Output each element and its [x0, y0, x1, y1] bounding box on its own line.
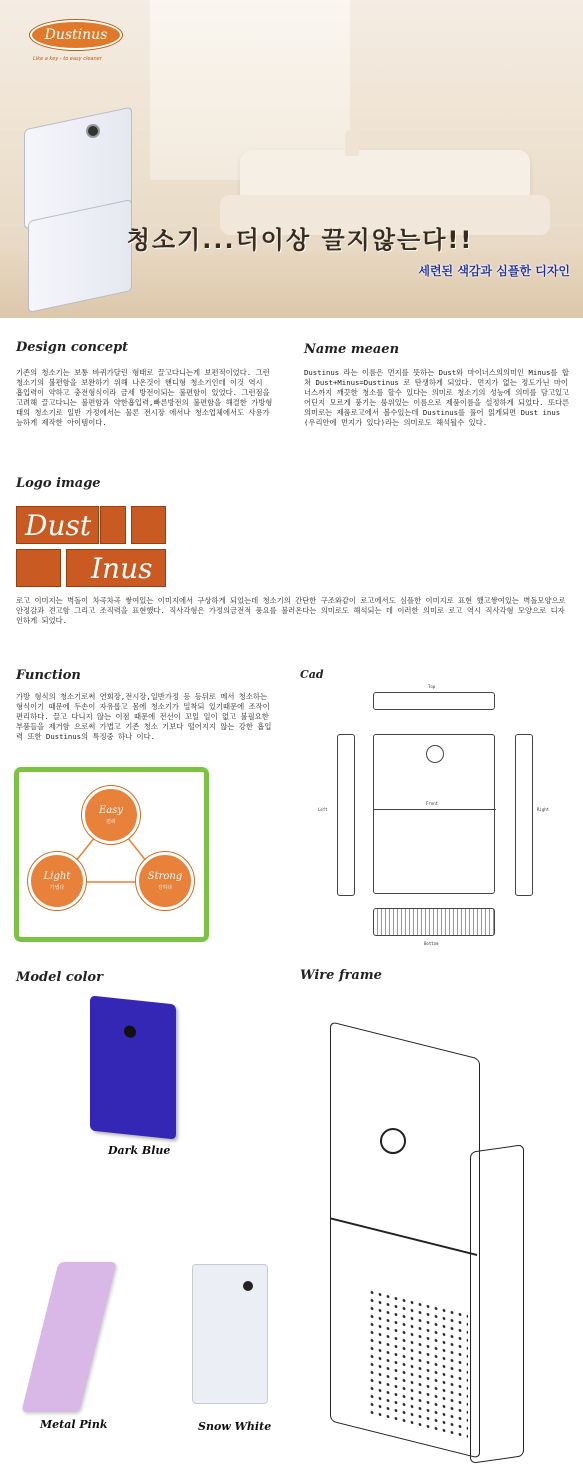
model-dark-blue — [90, 995, 176, 1139]
cad-top-label: Top — [428, 684, 436, 689]
model-dark-blue-label: Dark Blue — [108, 1144, 171, 1157]
model-snow-white — [192, 1264, 268, 1404]
model-color-heading: Model color — [16, 970, 103, 985]
cad-knob — [426, 745, 444, 763]
name-mean-heading: Name meaen — [304, 342, 400, 357]
wireframe-side — [470, 1144, 524, 1464]
subline: 세련된 색감과 심플한 디자인 — [418, 264, 570, 278]
logo-word-inus: Inus — [91, 552, 153, 585]
circle-strong-label: Strong — [147, 871, 183, 882]
brick-4 — [16, 549, 61, 587]
brick-1 — [16, 506, 99, 544]
cad-divider — [374, 809, 496, 810]
circle-light-label: Light — [43, 871, 71, 882]
model-metal-pink — [21, 1262, 116, 1412]
name-mean-text: Dustinus 라는 이름은 먼지를 뜻하는 Dust와 마이너스의의미인 Minus를 합쳐 Dust+Minus=Dustinus 로 탄생하게 되었다. 먼지가 없는 정도가닌 마이너스까지 깨끗한 청소를 할수 있다는 의미로 청소기의 성능에 의미를 담고있고 어딘지 모르게 풍기는 룸위있는 이름으로 제품이름을 설정하게 되었다. 또다른 의미로는 제품로고에서 볼수있는데 Dustinus를 풀어 읽게되면 Dust inus (우리안에 먼지가 있다)라는 의미로도 해석될수 있다. — [304, 368, 570, 427]
brick-2 — [100, 506, 126, 544]
design-concept-heading: Design concept — [16, 340, 129, 355]
circle-light — [28, 852, 86, 910]
cad-left-view — [337, 734, 355, 896]
design-concept-text: 기존의 청소기는 보통 바퀴가달린 형태로 끌고다니는게 보편적이었다. 그런 청소기의 불편함을 보완하기 위해 나온것이 핸디형 청소기인데 이것 역시 흡입력이 약하고 충전형식이라 금세 방전이되는 불편함이 있었다. 그런점을 고려해 끌고다니는 불편함과 약한흡입력,빠른방전의 불편함을 해결한 가방형태의 청소기로 일반 가정에서는 물론 전시장 에서나 청소업체에서도 사용가능하게 제작한 아이템이다. — [16, 368, 273, 427]
brick-3 — [131, 506, 166, 544]
logo-image-heading: Logo image — [16, 476, 101, 491]
brand-logo: Dustinus — [30, 20, 122, 50]
cad-left-label: Left — [318, 807, 328, 812]
model-snow-white-knob — [243, 1281, 253, 1291]
circle-easy — [82, 786, 140, 844]
cad-top-view — [373, 692, 495, 710]
model-snow-white-label: Snow White — [198, 1420, 272, 1433]
cad-front-label: Front — [426, 801, 439, 806]
circle-strong-sub: 강하다 — [157, 885, 173, 891]
circle-light-sub: 가볍다 — [49, 885, 65, 891]
logo-image-text: 로고 이미지는 벽돌이 차곡차곡 쌓여있는 이미지에서 구상하게 되었는데 청소기의 간단한 구조와같이 로고에서도 심플한 이미지로 표현 했고쌓여있는 벽돌모양으로 안정감과 견고함 그리고 조직력을 표현했다. 직사각형은 가정의금전적 풍요를 불러온다는 의미로도 해석되는 데 이러한 의미로 로고 역시 직사각형 모양으로 디자인하게 되었다. — [16, 596, 566, 625]
function-text: 가방 형식의 청소기로써 연회장,전시장,일반가정 등 등뒤로 메서 청소하는 형식이기 때문에 두손이 자유롭고 몸에 청소기가 밀착되 있기때문에 조작이 편리하다. 끌고 다니지 않는 이점 때문에 전선이 꼬일 일이 없고 불필요한 부품들을 제거함 으로써 가볍고 기존 청소 기보다 떨어지지 않는 강한 흡입력 또한 Dustinus의 특징중 하나 이다. — [16, 692, 272, 741]
logo-word-dust: Dust — [25, 509, 92, 542]
circle-easy-label: Easy — [98, 805, 124, 816]
hero-lamp — [345, 130, 359, 156]
cad-right-label: Right — [537, 807, 550, 812]
cad-right-view — [515, 734, 533, 896]
circle-easy-sub: 편리 — [106, 819, 116, 825]
wireframe-divider — [331, 1218, 477, 1256]
headline: 청소기...더이상 끌지않는다!! — [126, 226, 474, 254]
wireframe-vent — [368, 1288, 468, 1443]
brand-tagline: Like a key - to easy cleaner — [33, 56, 102, 62]
wireframe-knob — [380, 1128, 406, 1154]
hero-banner — [0, 0, 583, 318]
model-metal-pink-label: Metal Pink — [40, 1418, 108, 1431]
circle-strong — [136, 852, 194, 910]
function-heading: Function — [16, 668, 81, 683]
cad-front-view — [373, 734, 495, 894]
model-dark-blue-knob — [124, 1025, 136, 1038]
wire-frame-heading: Wire frame — [300, 968, 382, 983]
cad-heading: Cad — [300, 668, 324, 681]
brick-5 — [66, 549, 166, 587]
hero-device-knob — [86, 124, 100, 138]
cad-bottom-view — [373, 908, 495, 936]
function-diagram — [14, 767, 209, 942]
cad-bottom-label: Bottom — [424, 941, 439, 946]
